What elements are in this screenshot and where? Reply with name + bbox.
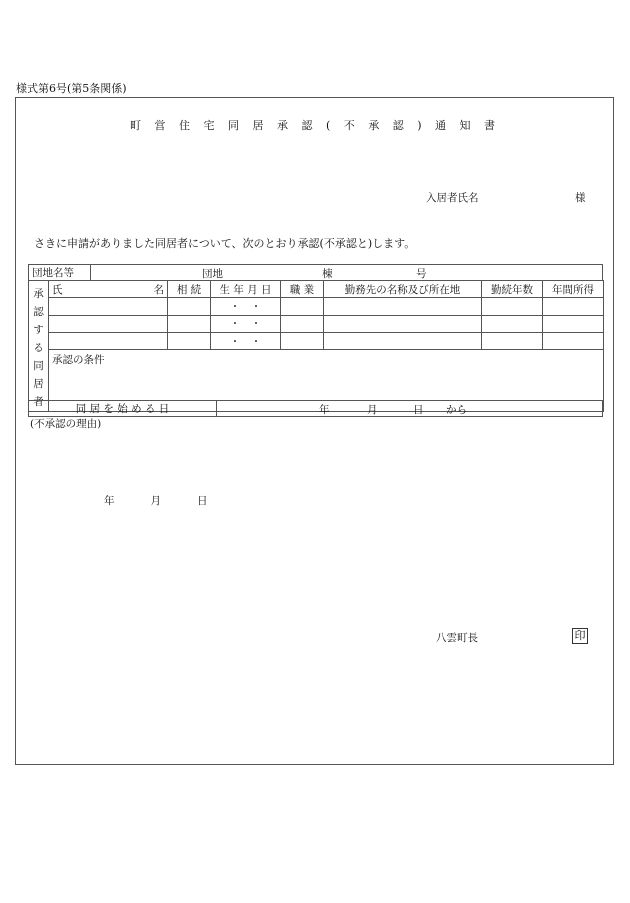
header-name: 氏 名	[49, 281, 168, 298]
cohabitant-table	[28, 280, 604, 412]
relation-cell[interactable]	[168, 315, 211, 332]
issue-year-unit: 年	[104, 495, 115, 507]
table-row	[29, 298, 604, 315]
resident-honorific: 様	[575, 192, 586, 204]
rejection-reason-label: (不承認の理由)	[30, 418, 102, 430]
resident-name-label: 入居者氏名	[426, 192, 479, 204]
intro-sentence: さきに申請がありました同居者について、次のとおり承認(不承認と)します。	[34, 237, 416, 250]
income-cell[interactable]	[543, 298, 604, 315]
start-date-label: 同 居 を 始 め る 日	[29, 401, 217, 417]
name-cell[interactable]	[49, 332, 168, 349]
start-from-suffix: から	[446, 404, 467, 416]
header-occupation: 職 業	[281, 281, 324, 298]
header-birthdate: 生 年 月 日	[211, 281, 281, 298]
mayor-title: 八雲町長	[436, 632, 478, 644]
issue-day-unit: 日	[197, 495, 208, 507]
occupation-cell[interactable]	[281, 332, 324, 349]
estate-unit-room: 号	[416, 268, 427, 280]
issue-month-unit: 月	[150, 495, 161, 507]
header-workplace: 勤務先の名称及び所在地	[324, 281, 482, 298]
estate-unit-building: 棟	[322, 268, 333, 280]
header-relation: 相 続	[168, 281, 211, 298]
start-day-unit: 日	[413, 404, 424, 416]
occupation-cell[interactable]	[281, 298, 324, 315]
start-month-unit: 月	[367, 404, 378, 416]
relation-cell[interactable]	[168, 332, 211, 349]
income-cell[interactable]	[543, 315, 604, 332]
start-date-table	[28, 400, 603, 417]
header-annual-income: 年間所得	[543, 281, 604, 298]
years-cell[interactable]	[482, 315, 543, 332]
workplace-cell[interactable]	[324, 298, 482, 315]
document-title: 町 営 住 宅 同 居 承 認 ( 不 承 認 ) 通 知 書	[129, 119, 501, 132]
estate-field[interactable]	[91, 265, 603, 281]
conditions-label: 承認の条件	[52, 354, 105, 367]
income-cell[interactable]	[543, 332, 604, 349]
table-row	[29, 332, 604, 349]
estate-unit-danchi: 団地	[202, 268, 223, 280]
birthdate-cell[interactable]: ・ ・	[211, 332, 281, 349]
birthdate-cell[interactable]: ・ ・	[211, 315, 281, 332]
name-cell[interactable]	[49, 315, 168, 332]
workplace-cell[interactable]	[324, 315, 482, 332]
seal-icon: 印	[572, 628, 588, 644]
workplace-cell[interactable]	[324, 332, 482, 349]
table-row	[29, 315, 604, 332]
document-frame	[15, 97, 614, 765]
relation-cell[interactable]	[168, 298, 211, 315]
estate-table	[28, 264, 603, 281]
birthdate-cell[interactable]: ・ ・	[211, 298, 281, 315]
start-year-unit: 年	[319, 404, 330, 416]
name-cell[interactable]	[49, 298, 168, 315]
issue-date-line	[104, 493, 208, 508]
form-number-label: 様式第6号(第5条関係)	[16, 82, 127, 95]
occupation-cell[interactable]	[281, 315, 324, 332]
years-cell[interactable]	[482, 298, 543, 315]
cohabitant-side-label: 承 認 す る 同 居 者	[29, 281, 49, 412]
estate-label: 団地名等	[29, 265, 91, 281]
start-date-field[interactable]	[217, 401, 603, 417]
header-years-employed: 勤続年数	[482, 281, 543, 298]
years-cell[interactable]	[482, 332, 543, 349]
